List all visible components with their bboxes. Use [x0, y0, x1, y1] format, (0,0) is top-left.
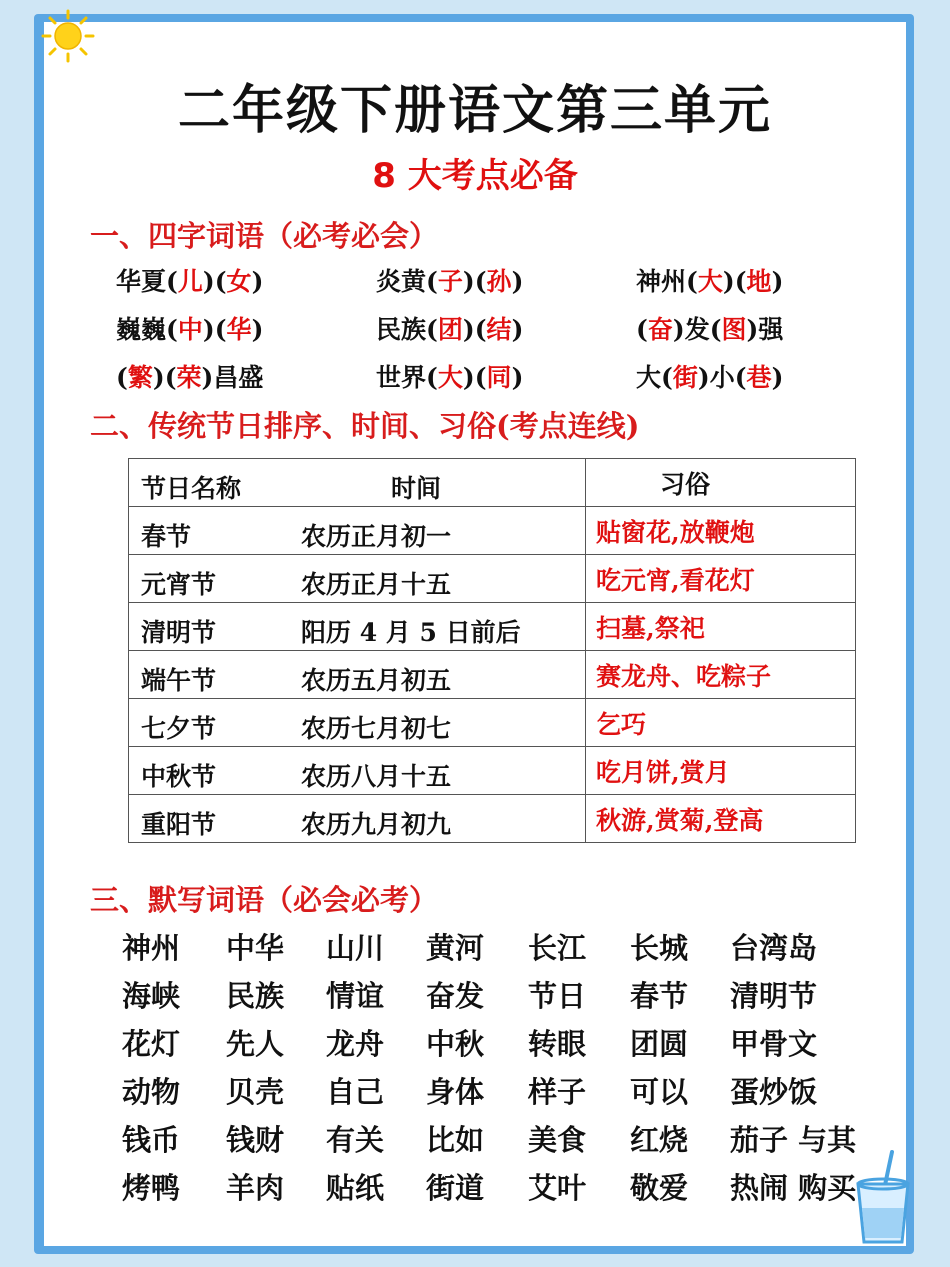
idiom-answer: 同: [486, 363, 512, 392]
page-subtitle: 8 大考点必备: [372, 156, 578, 196]
idiom-text: 华夏: [116, 267, 167, 296]
idiom-answer: 街: [672, 363, 698, 392]
dictation-word: 春节: [630, 979, 689, 1013]
festival-time: 农历九月初九: [301, 810, 452, 839]
dictation-word: 钱币: [122, 1123, 181, 1157]
idiom-text: 神州: [636, 267, 687, 296]
festival-name: 元宵节: [141, 570, 217, 599]
dictation-word: 红烧: [630, 1123, 689, 1157]
festival-time: 阳历 4 月 5 日前后: [301, 618, 521, 647]
idiom-text: )(: [202, 315, 227, 344]
idiom-text: 巍巍: [116, 315, 167, 344]
idiom-answer: 荣: [176, 363, 202, 392]
dictation-word: 情谊: [326, 979, 385, 1013]
dictation-word: 蛋炒饭: [730, 1075, 818, 1109]
idiom-text: )(: [722, 267, 747, 296]
idiom-answer: 孙: [486, 267, 512, 296]
dictation-word: 动物: [122, 1075, 181, 1109]
header-custom: 习俗: [586, 459, 856, 507]
idiom-text: 世界: [376, 363, 427, 392]
idiom-text: (: [166, 267, 178, 296]
header-time: 时间: [391, 474, 442, 503]
table-row: [129, 699, 856, 747]
dictation-word: 中秋: [426, 1027, 485, 1061]
dictation-word: 团圆: [630, 1027, 689, 1061]
table-row: [129, 651, 856, 699]
dictation-word: 烤鸭: [122, 1171, 181, 1205]
table-row: [129, 795, 856, 843]
idiom-item: [376, 358, 523, 394]
idiom-text: (: [686, 267, 698, 296]
idiom-answer: 团: [437, 315, 463, 344]
festival-name: 七夕节: [141, 714, 217, 743]
dictation-word: 山川: [326, 931, 385, 965]
idiom-text: (: [661, 363, 673, 392]
idiom-answer: 巷: [746, 363, 772, 392]
idiom-item: [116, 358, 263, 394]
idiom-text: (: [426, 363, 438, 392]
dictation-word: 街道: [426, 1171, 485, 1205]
idiom-text: ): [771, 267, 784, 296]
festival-name: 中秋节: [141, 762, 217, 791]
festival-custom: 扫墓,祭祀: [586, 603, 856, 651]
dictation-word: 龙舟: [326, 1027, 385, 1061]
idiom-text: )(: [462, 363, 487, 392]
idiom-answer: 华: [226, 315, 252, 344]
festival-custom: 贴窗花,放鞭炮: [586, 507, 856, 555]
idiom-item: [636, 310, 783, 346]
idiom-item: [116, 310, 263, 346]
table-row: [129, 555, 856, 603]
dictation-word: 有关: [326, 1123, 385, 1157]
idiom-item: [376, 262, 523, 298]
dictation-word: 奋发: [426, 979, 485, 1013]
idiom-text: (: [426, 267, 438, 296]
idiom-answer: 地: [746, 267, 772, 296]
idiom-text: )(: [152, 363, 177, 392]
dictation-word: 样子: [528, 1075, 587, 1109]
dictation-word: 节日: [528, 979, 587, 1013]
dictation-word: 海峡: [122, 979, 181, 1013]
festival-custom: 吃月饼,赏月: [586, 747, 856, 795]
idiom-answer: 大: [437, 363, 463, 392]
idiom-answer: 子: [437, 267, 463, 296]
idiom-text: ): [511, 267, 524, 296]
idiom-answer: 繁: [127, 363, 153, 392]
table-header-row: [129, 459, 856, 507]
idiom-text: )昌盛: [201, 363, 264, 392]
idiom-text: )发(: [672, 315, 722, 344]
dictation-word: 台湾岛: [730, 931, 818, 965]
dictation-word: 转眼: [528, 1027, 587, 1061]
festival-time: 农历正月初一: [301, 522, 452, 551]
idiom-answer: 大: [697, 267, 723, 296]
dictation-word: 美食: [528, 1123, 587, 1157]
dictation-word: 神州: [122, 931, 181, 965]
idiom-text: ): [251, 267, 264, 296]
festival-custom: 赛龙舟、吃粽子: [586, 651, 856, 699]
idiom-item: [116, 262, 263, 298]
idiom-answer: 图: [721, 315, 747, 344]
dictation-word: 清明节: [730, 979, 818, 1013]
idiom-text: )小(: [697, 363, 747, 392]
header-name: 节日名称: [141, 474, 242, 503]
dictation-word: 羊肉: [226, 1171, 285, 1205]
idiom-text: 民族: [376, 315, 427, 344]
festival-custom: 吃元宵,看花灯: [586, 555, 856, 603]
dictation-word: 先人: [226, 1027, 285, 1061]
section3-heading: 三、默写词语（必会必考）: [90, 883, 439, 917]
festival-custom: 乞巧: [586, 699, 856, 747]
festival-name: 重阳节: [141, 810, 217, 839]
idiom-answer: 中: [177, 315, 203, 344]
table-row: [129, 507, 856, 555]
dictation-word: 黄河: [426, 931, 485, 965]
idiom-text: (: [426, 315, 438, 344]
idiom-answer: 儿: [177, 267, 203, 296]
dictation-word: 钱财: [226, 1123, 285, 1157]
idiom-text: )(: [462, 267, 487, 296]
idiom-text: (: [166, 315, 178, 344]
idiom-text: ): [771, 363, 784, 392]
idiom-text: 炎黄: [376, 267, 427, 296]
festival-name: 春节: [141, 522, 192, 551]
idiom-answer: 女: [226, 267, 252, 296]
idiom-item: [636, 262, 783, 298]
idiom-item: [636, 358, 783, 394]
festival-custom: 秋游,赏菊,登高: [586, 795, 856, 843]
dictation-word: 长城: [630, 931, 689, 965]
dictation-word: 可以: [630, 1075, 689, 1109]
idiom-text: ): [511, 315, 524, 344]
dictation-word: 茄子 与其: [730, 1123, 857, 1157]
dictation-word: 热闹 购买: [730, 1171, 857, 1205]
dictation-word: 中华: [226, 931, 285, 965]
festival-time: 农历七月初七: [301, 714, 452, 743]
festival-time: 农历正月十五: [301, 570, 452, 599]
idiom-answer: 结: [486, 315, 512, 344]
dictation-word: 甲骨文: [730, 1027, 818, 1061]
festival-time: 农历八月十五: [301, 762, 452, 791]
idiom-answer: 奋: [647, 315, 673, 344]
dictation-word: 贝壳: [226, 1075, 285, 1109]
section2-heading: 二、传统节日排序、时间、习俗(考点连线): [90, 409, 640, 443]
festival-name: 清明节: [141, 618, 217, 647]
drink-cup-icon: [848, 1148, 918, 1248]
sun-icon: [40, 8, 96, 64]
dictation-word: 敬爱: [630, 1171, 689, 1205]
festival-time: 农历五月初五: [301, 666, 452, 695]
idiom-text: )(: [202, 267, 227, 296]
dictation-word: 艾叶: [528, 1171, 587, 1205]
dictation-word: 花灯: [122, 1027, 181, 1061]
dictation-word: 长江: [528, 931, 587, 965]
dictation-word: 自己: [326, 1075, 385, 1109]
dictation-word: 民族: [226, 979, 285, 1013]
idiom-text: ): [251, 315, 264, 344]
festival-name: 端午节: [141, 666, 217, 695]
idiom-item: [376, 310, 523, 346]
dictation-word: 身体: [426, 1075, 485, 1109]
page-title: 二年级下册语文第三单元: [177, 81, 772, 141]
idiom-text: 大: [636, 363, 662, 392]
idiom-text: (: [636, 315, 648, 344]
section1-heading: 一、四字词语（必考必会）: [90, 219, 439, 253]
idiom-text: (: [116, 363, 128, 392]
table-row: [129, 747, 856, 795]
idiom-text: ): [511, 363, 524, 392]
dictation-word: 贴纸: [326, 1171, 385, 1205]
table-row: [129, 603, 856, 651]
idiom-text: )(: [462, 315, 487, 344]
festival-table: [128, 458, 856, 843]
dictation-word: 比如: [426, 1123, 485, 1157]
idiom-text: )强: [746, 315, 784, 344]
